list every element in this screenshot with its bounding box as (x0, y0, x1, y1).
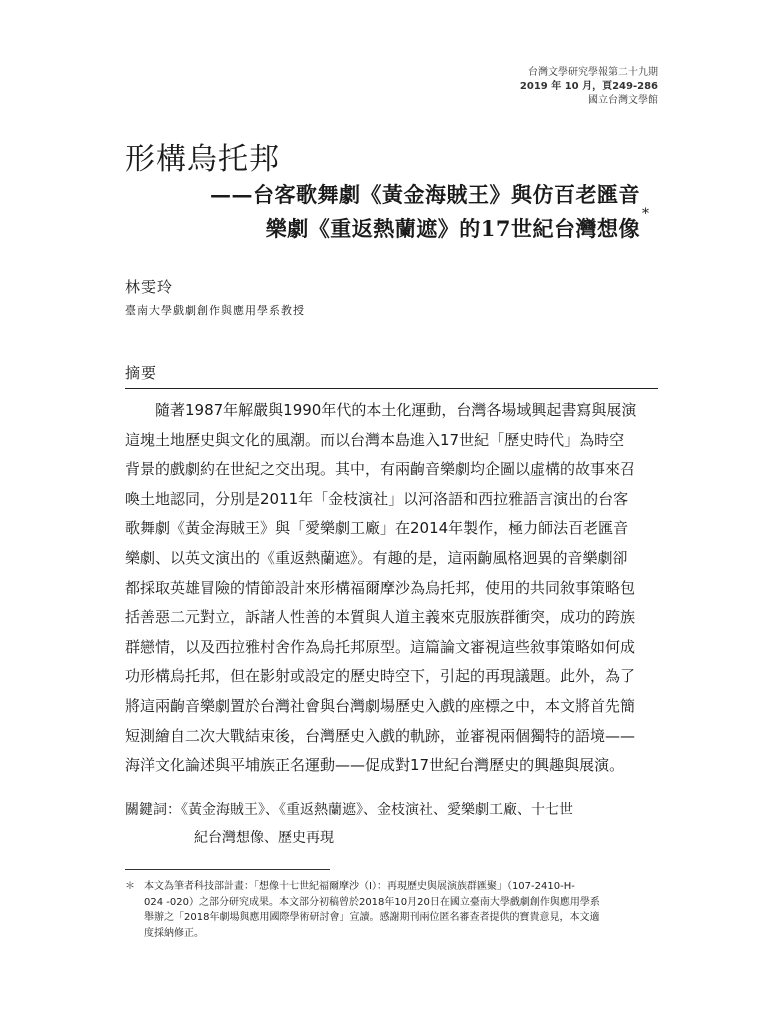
article-title: 形構烏托邦 (125, 142, 280, 177)
subtitle-line: 樂劇《重返熱蘭遮》的17世紀台灣想像 (265, 216, 640, 241)
author-affiliation: 臺南大學戲劇創作與應用學系教授 (125, 304, 305, 317)
issue-date-pages: 2019 年 10 月，頁249-286 (519, 81, 658, 92)
footnote-mark: ＊ (125, 881, 135, 892)
abstract-line: 這塊土地歷史與文化的風潮。而以台灣本島進入17世紀「歷史時代」為時空 (125, 430, 625, 449)
title-footnote-mark[interactable]: * (642, 206, 649, 222)
abstract-line: 都採取英雄冒險的情節設計來形構福爾摩沙為烏托邦，使用的共同敘事策略包 (125, 578, 636, 597)
footnote-divider (125, 869, 330, 870)
abstract-line: 海洋文化論述與平埔族正名運動——促成對17世紀台灣歷史的興趣與展演。 (125, 756, 625, 775)
abstract-line: 短測繪自二次大戰結束後，台灣歷史入戲的軌跡，並審視兩個獨特的語境—— (125, 726, 636, 745)
footnote (125, 879, 658, 941)
journal-name: 台灣文學研究學報第二十九期 (528, 67, 658, 78)
footnote-line: 本文為筆者科技部計畫：「想像十七世紀福爾摩沙（I）：再現歷史與展演族群匯聚」（107-2410-H- (144, 881, 575, 892)
abstract-line: 喚土地認同，分別是2011年「金枝演社」以河洛語和西拉雅語言演出的台客 (125, 489, 629, 508)
keywords-line: 紀台灣想像、歷史再現 (194, 830, 334, 846)
abstract-line: 歌舞劇《黃金海賊王》與「愛樂劇工廠」在2014年製作，極力師法百老匯音 (125, 519, 629, 538)
abstract-line: 隨著1987年解嚴與1990年代的本土化運動，台灣各場域興起書寫與展演 (155, 401, 637, 419)
running-header (520, 66, 658, 108)
footnote-line: 024 -020）之部分研究成果。本文部分初稿曾於2018年10月20日在國立臺南大學戲劇創作與應用學系 (144, 896, 600, 908)
article-subtitle (125, 178, 640, 246)
keywords-line: 關鍵詞：《黃金海賊王》、《重返熱蘭遮》、金枝演社、愛樂劇工廠、十七世 (125, 802, 573, 818)
author-name: 林雯玲 (125, 278, 174, 296)
abstract-line: 群戀情，以及西拉雅村舍作為烏托邦原型。這篇論文審視這些敘事策略如何成 (125, 637, 636, 656)
abstract-line: 括善惡二元對立，訴諸人性善的本質與人道主義來克服族群衝突，成功的跨族 (125, 608, 636, 627)
abstract-heading: 摘要 (125, 364, 158, 382)
abstract-body (125, 396, 658, 781)
abstract-line: 樂劇、以英文演出的《重返熱蘭遮》。有趣的是，這兩齣風格迥異的音樂劇卻 (125, 548, 628, 567)
footnote-text (144, 879, 658, 941)
abstract-divider (125, 388, 658, 389)
subtitle-line: ——台客歌舞劇《黃金海賊王》與仿百老匯音 (210, 182, 640, 207)
publisher-name: 國立台灣文學館 (588, 95, 658, 106)
footnote-line: 舉辦之「2018年劇場與應用國際學術研討會」宣讀。感謝期刊兩位匿名審查者提供的寶貴意見，本文適 (144, 912, 600, 923)
keywords (125, 796, 658, 852)
footnote-line: 度採納修正。 (144, 927, 204, 939)
abstract-line: 將這兩齣音樂劇置於台灣社會與台灣劇場歷史入戲的座標之中，本文將首先簡 (125, 696, 636, 715)
abstract-line: 功形構烏托邦，但在影射或設定的歷史時空下，引起的再現議題。此外，為了 (125, 667, 636, 686)
abstract-line: 背景的戲劇約在世紀之交出現。其中，有兩齣音樂劇均企圖以虛構的故事來召 (125, 460, 636, 479)
